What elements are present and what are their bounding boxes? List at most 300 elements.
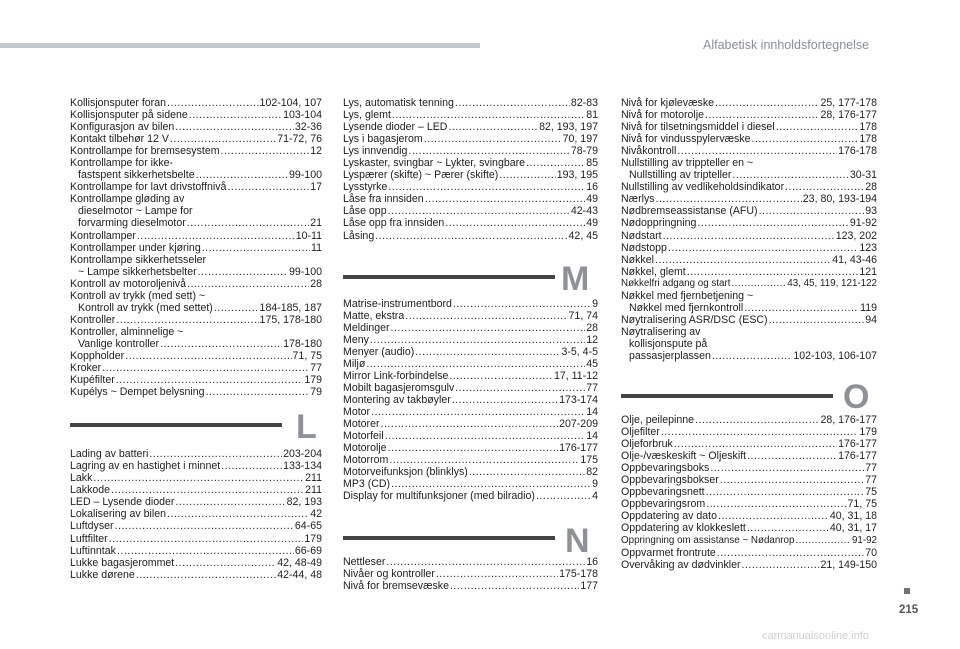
entry-pages: 82 bbox=[586, 466, 598, 479]
entry-term: Display for multifunksjoner (med bilradio) bbox=[343, 490, 535, 503]
section-letter: M bbox=[561, 259, 590, 298]
entries-k bbox=[70, 97, 322, 398]
entry-pages: 10-11 bbox=[295, 229, 322, 242]
entry-pages: 28 bbox=[310, 277, 322, 290]
entry-pages: 77 bbox=[310, 362, 322, 375]
entry-term: Lys i bagasjerom bbox=[343, 133, 423, 146]
section-divider bbox=[621, 394, 833, 398]
entry-pages: 12 bbox=[586, 333, 598, 346]
index-entry bbox=[70, 314, 322, 326]
index-entry bbox=[343, 322, 598, 334]
entry-term: Motorfeil bbox=[343, 430, 384, 443]
index-entry bbox=[621, 462, 877, 474]
index-entry bbox=[621, 559, 877, 571]
dot-leader bbox=[759, 205, 865, 217]
entry-term: Nærlys bbox=[621, 193, 655, 206]
entry-term: Miljø bbox=[343, 357, 366, 370]
index-entry bbox=[343, 394, 598, 406]
dot-leader bbox=[214, 302, 259, 314]
entry-pages: 103-104 bbox=[283, 109, 322, 122]
index-entry bbox=[621, 254, 877, 266]
index-entry: Nullstilling av trippteller en ~ bbox=[621, 157, 754, 170]
dot-leader bbox=[656, 193, 802, 205]
entry-pages: 207-209 bbox=[559, 418, 598, 431]
index-entry bbox=[343, 157, 598, 169]
index-entry bbox=[70, 109, 322, 121]
index-entry bbox=[343, 145, 598, 157]
dot-leader bbox=[160, 338, 282, 350]
entry-term: Kontroller bbox=[70, 313, 116, 326]
entry-pages: 12 bbox=[310, 145, 322, 158]
index-entry bbox=[343, 97, 598, 109]
index-entry bbox=[343, 490, 598, 502]
index-entry bbox=[621, 314, 877, 326]
entry-term: Nøkkelfri adgang og start bbox=[621, 277, 731, 289]
entry-pages: 177 bbox=[580, 580, 598, 593]
entry-term: Oppbevaringsnett bbox=[621, 486, 705, 499]
index-entry: Kontroll av trykk (med sett) ~ bbox=[70, 289, 206, 302]
index-entry bbox=[70, 557, 322, 569]
entry-term: Kontakt tilbehør 12 V bbox=[70, 133, 169, 146]
entry-pages: 176-177 bbox=[838, 450, 877, 463]
dot-leader bbox=[661, 426, 858, 438]
entry-term: LED – Lysende dioder bbox=[70, 496, 175, 509]
entry-term: Nullstilling av tripteller bbox=[629, 169, 732, 182]
entry-pages: 16 bbox=[586, 556, 598, 569]
entry-pages: 42, 48-49 bbox=[277, 556, 322, 569]
index-entry bbox=[343, 478, 598, 490]
dot-leader bbox=[425, 193, 586, 205]
index-entry bbox=[343, 382, 598, 394]
entry-term: Nøkkel bbox=[621, 253, 654, 266]
watermark: carmanualsonline.info bbox=[762, 630, 870, 642]
index-entry bbox=[70, 460, 322, 472]
index-entry bbox=[343, 454, 598, 466]
entry-pages: 71-72, 76 bbox=[277, 133, 322, 146]
entry-term: Motor bbox=[343, 405, 371, 418]
entry-term: Lokalisering av bilen bbox=[70, 508, 166, 521]
entry-pages: 211 bbox=[305, 484, 322, 497]
dot-leader bbox=[221, 145, 310, 157]
entry-term: Lysende dioder – LED bbox=[343, 121, 448, 134]
entry-pages: 4 bbox=[592, 490, 598, 503]
section-divider bbox=[343, 275, 555, 279]
index-entry bbox=[70, 374, 322, 386]
entry-pages: 176-177 bbox=[559, 442, 598, 455]
index-entry: kollisjonspute på bbox=[629, 337, 708, 350]
dot-leader bbox=[718, 510, 829, 522]
index-entry: Kontrollampe for ikke- bbox=[70, 157, 174, 170]
index-entry bbox=[621, 109, 877, 121]
dot-leader bbox=[385, 430, 586, 442]
entry-term: Nivå for motorolje bbox=[621, 109, 705, 122]
entry-pages: 3-5, 4-5 bbox=[561, 345, 598, 358]
index-entry bbox=[621, 266, 877, 278]
index-entry bbox=[621, 205, 877, 217]
entry-term: Kollisjonsputer på sidene bbox=[70, 109, 188, 122]
index-entry bbox=[621, 414, 877, 426]
entry-pages: 79 bbox=[310, 386, 322, 399]
entry-pages: 82, 193, 197 bbox=[539, 121, 598, 134]
entry-term: Oppbevaringsboks bbox=[621, 462, 710, 475]
dot-leader bbox=[117, 545, 294, 557]
dot-leader bbox=[747, 450, 837, 462]
index-entry: Kontrollampe gløding av bbox=[70, 193, 185, 206]
entry-term: Nivå for bremsevæske bbox=[343, 580, 449, 593]
entry-pages: 211 bbox=[305, 472, 322, 485]
index-entry: Nøytralisering av bbox=[621, 325, 701, 338]
entry-term: Lysstyrke bbox=[343, 181, 388, 194]
dot-leader bbox=[381, 418, 559, 430]
index-entry bbox=[70, 520, 322, 532]
entry-pages: 71, 75 bbox=[847, 498, 877, 511]
index-entry bbox=[343, 430, 598, 442]
page-number: 215 bbox=[899, 604, 919, 616]
entry-term: Luftdyser bbox=[70, 520, 114, 533]
entry-term: Kontroll av motoroljenivå bbox=[70, 277, 186, 290]
entry-pages: 21 bbox=[310, 217, 322, 230]
entry-pages: 99-100 bbox=[289, 169, 322, 182]
dot-leader bbox=[189, 109, 282, 121]
index-entry bbox=[621, 169, 877, 181]
entry-pages: 77 bbox=[865, 462, 877, 475]
index-entry bbox=[343, 568, 598, 580]
entry-pages: 91-92 bbox=[849, 217, 877, 230]
dot-leader bbox=[677, 145, 837, 157]
entry-pages: 71, 75 bbox=[292, 349, 322, 362]
entry-pages: 64-65 bbox=[294, 520, 322, 533]
dot-leader bbox=[392, 109, 585, 121]
entry-term: Lyspærer (skifte) ~ Pærer (skifte) bbox=[343, 169, 499, 182]
entry-pages: 176-178 bbox=[838, 145, 877, 158]
entry-term: Lakk bbox=[70, 472, 93, 485]
index-entry bbox=[70, 145, 322, 157]
entry-pages: 45 bbox=[586, 357, 598, 370]
dot-leader bbox=[137, 230, 295, 242]
section-letter: L bbox=[296, 408, 317, 447]
index-column-2 bbox=[343, 97, 598, 593]
dot-leader bbox=[695, 414, 819, 426]
entry-term: Motorolje bbox=[343, 442, 387, 455]
index-entry bbox=[621, 450, 877, 462]
dot-leader bbox=[752, 133, 859, 145]
dot-leader bbox=[732, 169, 848, 181]
index-entry bbox=[621, 510, 877, 522]
dot-leader bbox=[674, 438, 837, 450]
entry-term: Matrise-instrumentbord bbox=[343, 297, 452, 310]
dot-leader bbox=[408, 145, 570, 157]
dot-leader bbox=[388, 181, 585, 193]
entry-term: Nøkkel, glemt bbox=[621, 265, 686, 278]
index-entry bbox=[343, 442, 598, 454]
index-entry bbox=[621, 426, 877, 438]
index-entry: dieselmotor ~ Lampe for bbox=[78, 205, 193, 218]
entry-pages: 179 bbox=[859, 426, 877, 439]
entry-pages: 85 bbox=[586, 157, 598, 170]
entry-pages: 78-79 bbox=[570, 145, 598, 158]
entry-pages: 176-177 bbox=[838, 438, 877, 451]
entry-term: Nivå for vindusspylervæske bbox=[621, 133, 751, 146]
index-entry bbox=[70, 242, 322, 254]
entry-term: Mirror Link-forbindelse bbox=[343, 369, 449, 382]
entry-pages: 178-180 bbox=[283, 337, 322, 350]
entry-term: Oppringning om assistanse ~ Nødanrop bbox=[621, 534, 795, 546]
index-entry bbox=[343, 580, 598, 592]
dot-leader bbox=[449, 370, 553, 382]
entry-term: Lyskaster, svingbar ~ Lykter, svingbare bbox=[343, 157, 526, 170]
index-entry bbox=[621, 486, 877, 498]
entry-pages: 25, 177-178 bbox=[820, 97, 877, 109]
index-entry bbox=[70, 169, 322, 181]
entry-pages: 14 bbox=[586, 405, 598, 418]
entry-pages: 41, 43-46 bbox=[832, 253, 877, 266]
index-entry bbox=[621, 350, 877, 362]
entry-term: Kontrollamper bbox=[70, 229, 136, 242]
index-entry bbox=[343, 370, 598, 382]
dot-leader bbox=[717, 547, 864, 559]
entry-term: Lukke bagasjerommet bbox=[70, 556, 175, 569]
dot-leader bbox=[116, 314, 258, 326]
entry-term: Kollisjonsputer foran bbox=[70, 97, 166, 109]
entry-term: Nødstopp bbox=[621, 241, 667, 254]
index-entry bbox=[70, 121, 322, 133]
entry-pages: 123 bbox=[859, 241, 877, 254]
dot-leader bbox=[715, 97, 819, 109]
entry-term: Oppbevaringsrom bbox=[621, 498, 706, 511]
dot-leader bbox=[389, 454, 579, 466]
entries-m bbox=[343, 298, 598, 503]
index-column-3 bbox=[621, 97, 877, 571]
dot-leader bbox=[196, 169, 288, 181]
entry-term: Matte, ekstra bbox=[343, 309, 405, 322]
entry-pages: 94 bbox=[865, 313, 877, 326]
index-entry bbox=[70, 278, 322, 290]
section-header-l bbox=[70, 408, 322, 448]
entry-pages: 77 bbox=[586, 381, 598, 394]
entry-term: fastspent sikkerhetsbelte bbox=[78, 169, 195, 182]
index-entry bbox=[621, 302, 877, 314]
entry-pages: 28, 176-177 bbox=[820, 414, 877, 427]
section-header-o bbox=[621, 378, 877, 417]
entry-term: MP3 (CD) bbox=[343, 478, 391, 491]
index-entry bbox=[70, 338, 322, 350]
index-entry bbox=[343, 298, 598, 310]
entry-term: Montering av takbøyler bbox=[343, 393, 451, 406]
index-entry bbox=[70, 484, 322, 496]
entry-term: Olje, peilepinne bbox=[621, 414, 695, 427]
header-bar bbox=[0, 43, 480, 48]
entry-term: Kontroll av trykk (med settet) bbox=[78, 301, 213, 314]
entry-pages: 17, 11-12 bbox=[554, 369, 598, 382]
dot-leader bbox=[452, 394, 558, 406]
dot-leader bbox=[469, 466, 585, 478]
dot-leader bbox=[115, 520, 294, 532]
entry-term: Overvåking av dødvinkler bbox=[621, 558, 741, 571]
page-marker bbox=[904, 588, 910, 594]
entry-pages: 42 bbox=[310, 508, 322, 521]
index-entry bbox=[343, 217, 598, 229]
index-entry bbox=[70, 472, 322, 484]
entry-pages: 82-83 bbox=[570, 97, 598, 109]
section-letter: N bbox=[565, 522, 590, 561]
index-entry bbox=[621, 547, 877, 559]
index-entry bbox=[621, 474, 877, 486]
index-entry bbox=[70, 496, 322, 508]
entry-term: Kupélys ~ Dempet belysning bbox=[70, 386, 205, 399]
entry-pages: 30-31 bbox=[849, 169, 877, 182]
entry-pages: 49 bbox=[586, 193, 598, 206]
dot-leader bbox=[206, 386, 310, 398]
index-entry bbox=[343, 169, 598, 181]
dot-leader bbox=[436, 568, 558, 580]
dot-leader bbox=[415, 346, 560, 358]
index-entry bbox=[621, 230, 877, 242]
entry-term: Lys, glemt bbox=[343, 109, 391, 122]
entry-pages: 49 bbox=[586, 217, 598, 230]
entry-pages: 16 bbox=[586, 181, 598, 194]
index-entry bbox=[70, 386, 322, 398]
entry-term: Oppdatering av klokkeslett bbox=[621, 522, 746, 535]
entry-term: Kroker bbox=[70, 362, 102, 375]
index-entry bbox=[343, 346, 598, 358]
entry-term: Kontrollamper under kjøring bbox=[70, 241, 201, 254]
section-header-m bbox=[343, 259, 598, 298]
entry-term: Nødstart bbox=[621, 229, 662, 242]
entry-pages: 175-178 bbox=[559, 568, 598, 581]
entry-pages: 66-69 bbox=[294, 544, 322, 557]
index-entry bbox=[70, 545, 322, 557]
index-entry bbox=[621, 278, 877, 290]
index-entry bbox=[621, 133, 877, 145]
index-entry bbox=[621, 121, 877, 133]
dot-leader bbox=[175, 557, 276, 569]
dot-leader bbox=[170, 133, 276, 145]
entry-pages: 193, 195 bbox=[556, 169, 598, 182]
entry-term: Nøkkel med fjernkontroll bbox=[629, 301, 744, 314]
dot-leader bbox=[386, 556, 585, 568]
index-entry bbox=[343, 406, 598, 418]
dot-leader bbox=[710, 462, 864, 474]
dot-leader bbox=[706, 498, 846, 510]
index-entry bbox=[621, 97, 877, 109]
entry-pages: 121 bbox=[859, 265, 877, 278]
entries-l bbox=[70, 448, 322, 581]
entry-pages: 23, 80, 193-194 bbox=[802, 193, 877, 206]
entry-pages: 9 bbox=[592, 297, 598, 310]
entry-pages: 11 bbox=[311, 241, 322, 254]
dot-leader bbox=[149, 448, 282, 460]
entry-term: Lys innvendig bbox=[343, 145, 408, 158]
entry-pages: 175 bbox=[580, 454, 598, 467]
entry-pages: 82, 193 bbox=[286, 496, 322, 509]
entry-term: Nivå for tilsetningsmiddel i diesel bbox=[621, 121, 775, 134]
index-entry bbox=[343, 466, 598, 478]
section-letter: O bbox=[843, 378, 870, 417]
entry-pages: 91-92 bbox=[851, 534, 877, 546]
entry-term: Mobilt bagasjeromsgulv bbox=[343, 381, 455, 394]
dot-leader bbox=[424, 133, 562, 145]
entry-pages: 119 bbox=[860, 301, 877, 314]
index-entry bbox=[343, 418, 598, 430]
dot-leader bbox=[375, 230, 567, 242]
entry-pages: 184-185, 187 bbox=[259, 301, 322, 314]
entry-term: Lukke dørene bbox=[70, 568, 135, 581]
entry-pages: 123, 202 bbox=[835, 229, 877, 242]
entry-pages: 203-204 bbox=[283, 448, 322, 461]
entry-pages: 42, 45 bbox=[568, 229, 598, 242]
index-entry bbox=[70, 448, 322, 460]
entry-pages: 133-134 bbox=[283, 460, 322, 473]
index-entry bbox=[70, 181, 322, 193]
dot-leader bbox=[388, 205, 570, 217]
dot-leader bbox=[705, 109, 819, 121]
entry-pages: 42-43 bbox=[570, 205, 598, 218]
index-entry bbox=[343, 121, 598, 133]
dot-leader bbox=[731, 278, 786, 290]
entry-term: Nøytralisering ASR/DSC (ESC) bbox=[621, 313, 768, 326]
dot-leader bbox=[175, 496, 285, 508]
entry-pages: 14 bbox=[586, 430, 598, 443]
entry-term: Luftfilter bbox=[70, 532, 108, 545]
dot-leader bbox=[697, 217, 849, 229]
dot-leader bbox=[453, 298, 591, 310]
dot-leader bbox=[687, 266, 859, 278]
index-entry bbox=[621, 498, 877, 510]
entry-pages: 178 bbox=[859, 133, 877, 146]
entry-term: Låse opp fra innsiden bbox=[343, 217, 445, 230]
index-entry bbox=[343, 334, 598, 346]
dot-leader bbox=[366, 358, 585, 370]
index-entry bbox=[343, 133, 598, 145]
entry-term: Konfigurasjon av bilen bbox=[70, 121, 175, 134]
entry-pages: 40, 31, 18 bbox=[829, 510, 877, 523]
entry-term: Låse opp bbox=[343, 205, 387, 218]
entry-term: Låse fra innsiden bbox=[343, 193, 424, 206]
entry-term: Nødbremseassistanse (AFU) bbox=[621, 205, 758, 218]
entry-pages: 71, 74 bbox=[568, 309, 598, 322]
dot-leader bbox=[227, 181, 309, 193]
dot-leader bbox=[499, 169, 555, 181]
dot-leader bbox=[706, 486, 865, 498]
entry-pages: 43, 45, 119, 121-122 bbox=[787, 277, 877, 289]
dot-leader bbox=[116, 374, 304, 386]
dot-leader bbox=[785, 181, 864, 193]
dot-leader bbox=[93, 472, 304, 484]
index-entry bbox=[343, 310, 598, 322]
entries-n bbox=[343, 556, 598, 592]
dot-leader bbox=[526, 157, 585, 169]
entry-pages: 93 bbox=[865, 205, 877, 218]
index-entry bbox=[343, 109, 598, 121]
index-column-1 bbox=[70, 97, 322, 581]
entry-term: Kontrollampe for lavt drivstoffnivå bbox=[70, 181, 227, 194]
dot-leader bbox=[371, 406, 585, 418]
dot-leader bbox=[663, 230, 835, 242]
entry-term: forvarming dieselmotor bbox=[78, 217, 186, 230]
dot-leader bbox=[712, 350, 792, 362]
entry-term: Lagring av en hastighet i minnet bbox=[70, 460, 221, 473]
dot-leader bbox=[795, 535, 850, 547]
entry-term: Låsing bbox=[343, 229, 375, 242]
index-entry bbox=[70, 350, 322, 362]
entry-pages: 28 bbox=[865, 181, 877, 194]
entry-term: Koppholder bbox=[70, 349, 125, 362]
entry-pages: 40, 31, 17 bbox=[829, 522, 877, 535]
entry-term: Nullstilling av vedlikeholdsindikator bbox=[621, 181, 785, 194]
entry-term: Nødoppringning bbox=[621, 217, 697, 230]
index-entry bbox=[343, 230, 598, 242]
entry-pages: 28, 176-177 bbox=[820, 109, 877, 122]
